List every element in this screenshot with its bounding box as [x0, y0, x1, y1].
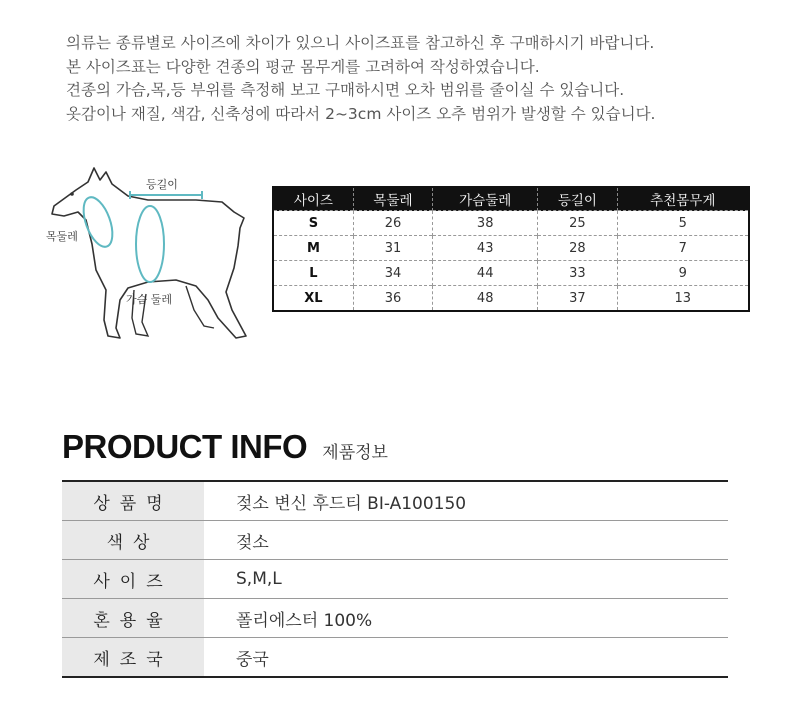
- dog-measurement-diagram: [36, 160, 266, 350]
- info-row-name: [62, 481, 728, 521]
- cell-back: 28: [538, 236, 617, 261]
- cell-back: 33: [538, 261, 617, 286]
- cell-back: 25: [538, 211, 617, 236]
- cell-weight: 13: [617, 286, 749, 312]
- cell-neck: 36: [353, 286, 432, 312]
- info-row-material: [62, 599, 728, 638]
- cell-back: 37: [538, 286, 617, 312]
- note-line: 견종의 가슴,목,등 부위를 측정해 보고 구매하시면 오차 범위를 줄이실 수 있습니다.: [66, 81, 625, 99]
- size-notes: [66, 32, 766, 126]
- cell-weight: 7: [617, 236, 749, 261]
- product-info-subtitle: 제품정보: [322, 443, 388, 463]
- product-info-title: PRODUCT INFO: [62, 428, 308, 465]
- size-table: [272, 186, 750, 312]
- cell-chest: 38: [433, 211, 538, 236]
- cell-weight: 9: [617, 261, 749, 286]
- note-line: 본 사이즈표는 다양한 견종의 평균 몸무게를 고려하여 작성하였습니다.: [66, 57, 540, 76]
- cell-size: XL: [273, 286, 353, 312]
- note-line: 의류는 종류별로 사이즈에 차이가 있으니 사이즈표를 참고하신 후 구매하시기 바랍니다.: [66, 34, 655, 52]
- cell-chest: 48: [433, 286, 538, 312]
- table-row: [273, 236, 749, 261]
- info-value: S,M,L: [204, 560, 728, 599]
- header-chest: 가슴둘레: [433, 187, 538, 211]
- cell-size: L: [273, 261, 353, 286]
- size-table-header: [273, 187, 749, 211]
- cell-neck: 26: [353, 211, 432, 236]
- table-row: [273, 261, 749, 286]
- info-row-color: [62, 521, 728, 560]
- header-weight: 추천몸무게: [617, 187, 749, 211]
- cell-size: M: [273, 236, 353, 261]
- header-neck: 목둘레: [353, 187, 432, 211]
- product-info-heading: [62, 428, 388, 466]
- info-key: 사이즈: [62, 560, 204, 599]
- product-info-table: [62, 480, 728, 678]
- info-key: 제조국: [62, 638, 204, 678]
- back-length-label: 등길이: [146, 178, 178, 191]
- info-key: 상품명: [62, 481, 204, 521]
- header-size: 사이즈: [273, 187, 353, 211]
- cell-weight: 5: [617, 211, 749, 236]
- note-line: 옷감이나 재질, 색감, 신축성에 따라서 2~3cm 사이즈 오추 범위가 발생할 수 있습니다.: [66, 104, 656, 123]
- cell-neck: 31: [353, 236, 432, 261]
- info-value: 젖소 변신 후드티 BI-A100150: [236, 493, 467, 514]
- info-row-origin: [62, 638, 728, 678]
- table-row: [273, 286, 749, 312]
- header-back: 등길이: [538, 187, 617, 211]
- info-key: 혼용율: [62, 599, 204, 638]
- cell-chest: 44: [433, 261, 538, 286]
- info-row-size: [62, 560, 728, 599]
- info-value: 폴리에스터 100%: [204, 599, 728, 638]
- info-key: 색상: [62, 521, 204, 560]
- cell-chest: 43: [433, 236, 538, 261]
- info-value: 젖소: [204, 521, 728, 560]
- table-row: [273, 211, 749, 236]
- chest-label: 가슴 둘레: [126, 293, 173, 306]
- info-value: 중국: [204, 638, 728, 678]
- cell-size: S: [273, 211, 353, 236]
- neck-label: 목둘레: [46, 230, 78, 243]
- cell-neck: 34: [353, 261, 432, 286]
